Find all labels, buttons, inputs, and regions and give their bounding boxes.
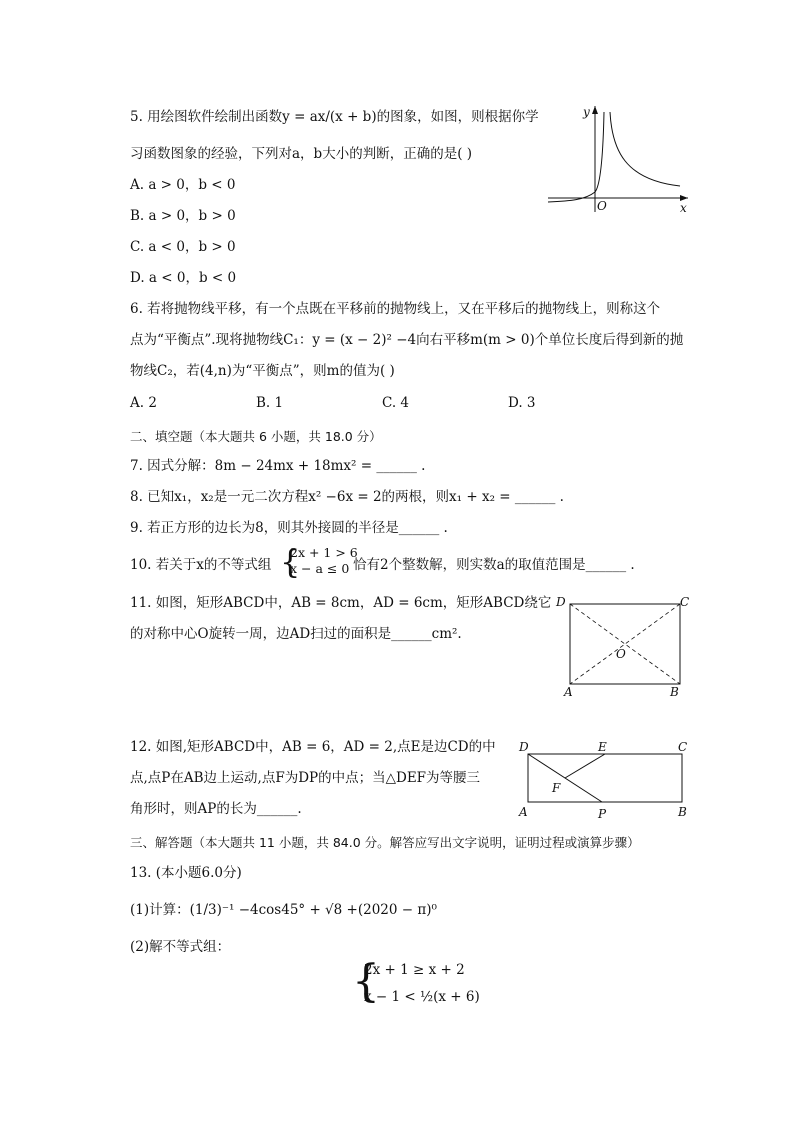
q12-rectangle-figure [510, 736, 700, 826]
q5-option-d: D. a < 0，b < 0 [130, 270, 237, 286]
q13-brace: { [352, 956, 380, 1007]
q13-part1: (1)计算：(1/3)⁻¹ −4cos45° + √8 +(2020 − π)⁰ [130, 902, 437, 918]
q12-label-a: A [519, 805, 528, 819]
q7-text: 7. 因式分解：8m − 24mx + 18mx² = ______ . [130, 458, 426, 474]
q5-line1: 5. 用绘图软件绘制出函数y = ax/(x + b)的图象，如图，则根据你学 [130, 109, 539, 125]
q11-label-b: B [670, 685, 679, 699]
q5-option-b: B. a > 0，b > 0 [130, 208, 236, 224]
q13-part2: (2)解不等式组： [130, 939, 231, 955]
q10-system-line2: x − a ≤ 0 [290, 561, 350, 576]
q6-option-b: B. 1 [256, 395, 284, 411]
q5-origin-label: O [597, 199, 607, 213]
q12-label-p: P [598, 807, 607, 821]
q8-text: 8. 已知x₁，x₂是一元二次方程x² −6x = 2的两根，则x₁ + x₂ = ______ . [130, 489, 564, 505]
q5-function-graph [540, 100, 700, 220]
q12-line2: 点,点P在AB边上运动,点F为DP的中点；当△DEF为等腰三 [130, 770, 481, 786]
q9-text: 9. 若正方形的边长为8，则其外接圆的半径是______ . [130, 520, 448, 536]
q5-x-label: x [680, 201, 687, 215]
q12-label-e: E [598, 740, 607, 754]
q13-system-line2: x − 1 < ½(x + 6) [364, 989, 480, 1005]
q6-line3: 物线C₂，若(4,n)为“平衡点”，则m的值为( ) [130, 363, 395, 379]
q11-label-d: D [556, 595, 566, 609]
q13-system-line1: 2x + 1 ≥ x + 2 [364, 962, 465, 978]
q6-option-c: C. 4 [382, 395, 410, 411]
q12-label-f: F [552, 781, 561, 795]
q6-line1: 6. 若将抛物线平移，有一个点既在平移前的抛物线上，又在平移后的抛物线上，则称这个 [130, 301, 661, 317]
section-answer-title: 三、解答题（本大题共 11 小题，共 84.0 分。解答应写出文字说明，证明过程或演算步骤） [130, 835, 640, 850]
q11-label-o: O [616, 647, 626, 661]
q6-line2: 点为“平衡点”.现将抛物线C₁：y = (x − 2)² −4向右平移m(m > 0)个单位长度后得到新的抛 [130, 332, 684, 348]
q5-line2: 习函数图象的经验，下列对a，b大小的判断，正确的是( ) [130, 146, 473, 162]
q10-brace: { [280, 543, 301, 581]
q12-label-b: B [678, 805, 687, 819]
q10-suffix: 恰有2个整数解，则实数a的取值范围是______ . [353, 557, 635, 573]
q13-header: 13. (本小题6.0分) [130, 865, 242, 881]
q12-line1: 12. 如图,矩形ABCD中，AB = 6，AD = 2,点E是边CD的中 [130, 739, 496, 755]
q12-label-d: D [519, 740, 529, 754]
section-fill-in-title: 二、填空题（本大题共 6 小题，共 18.0 分） [130, 429, 382, 444]
q11-rectangle-figure [552, 592, 702, 702]
q5-option-a: A. a > 0，b < 0 [130, 177, 236, 193]
q11-line2: 的对称中心O旋转一周，边AD扫过的面积是______cm². [130, 626, 462, 642]
q5-y-label: y [583, 105, 590, 119]
q12-label-c: C [678, 740, 688, 754]
q11-label-a: A [564, 685, 573, 699]
q10-prefix: 10. 若关于x的不等式组 [130, 557, 272, 573]
q10-system-line1: 2x + 1 > 6 [290, 545, 358, 560]
q5-option-c: C. a < 0，b > 0 [130, 239, 236, 255]
q6-option-a: A. 2 [130, 395, 157, 411]
q11-label-c: C [680, 595, 690, 609]
q11-line1: 11. 如图，矩形ABCD中，AB = 8cm，AD = 6cm，矩形ABCD绕它 [130, 595, 552, 611]
q6-option-d: D. 3 [508, 395, 536, 411]
q12-line3: 角形时，则AP的长为______. [130, 801, 302, 817]
